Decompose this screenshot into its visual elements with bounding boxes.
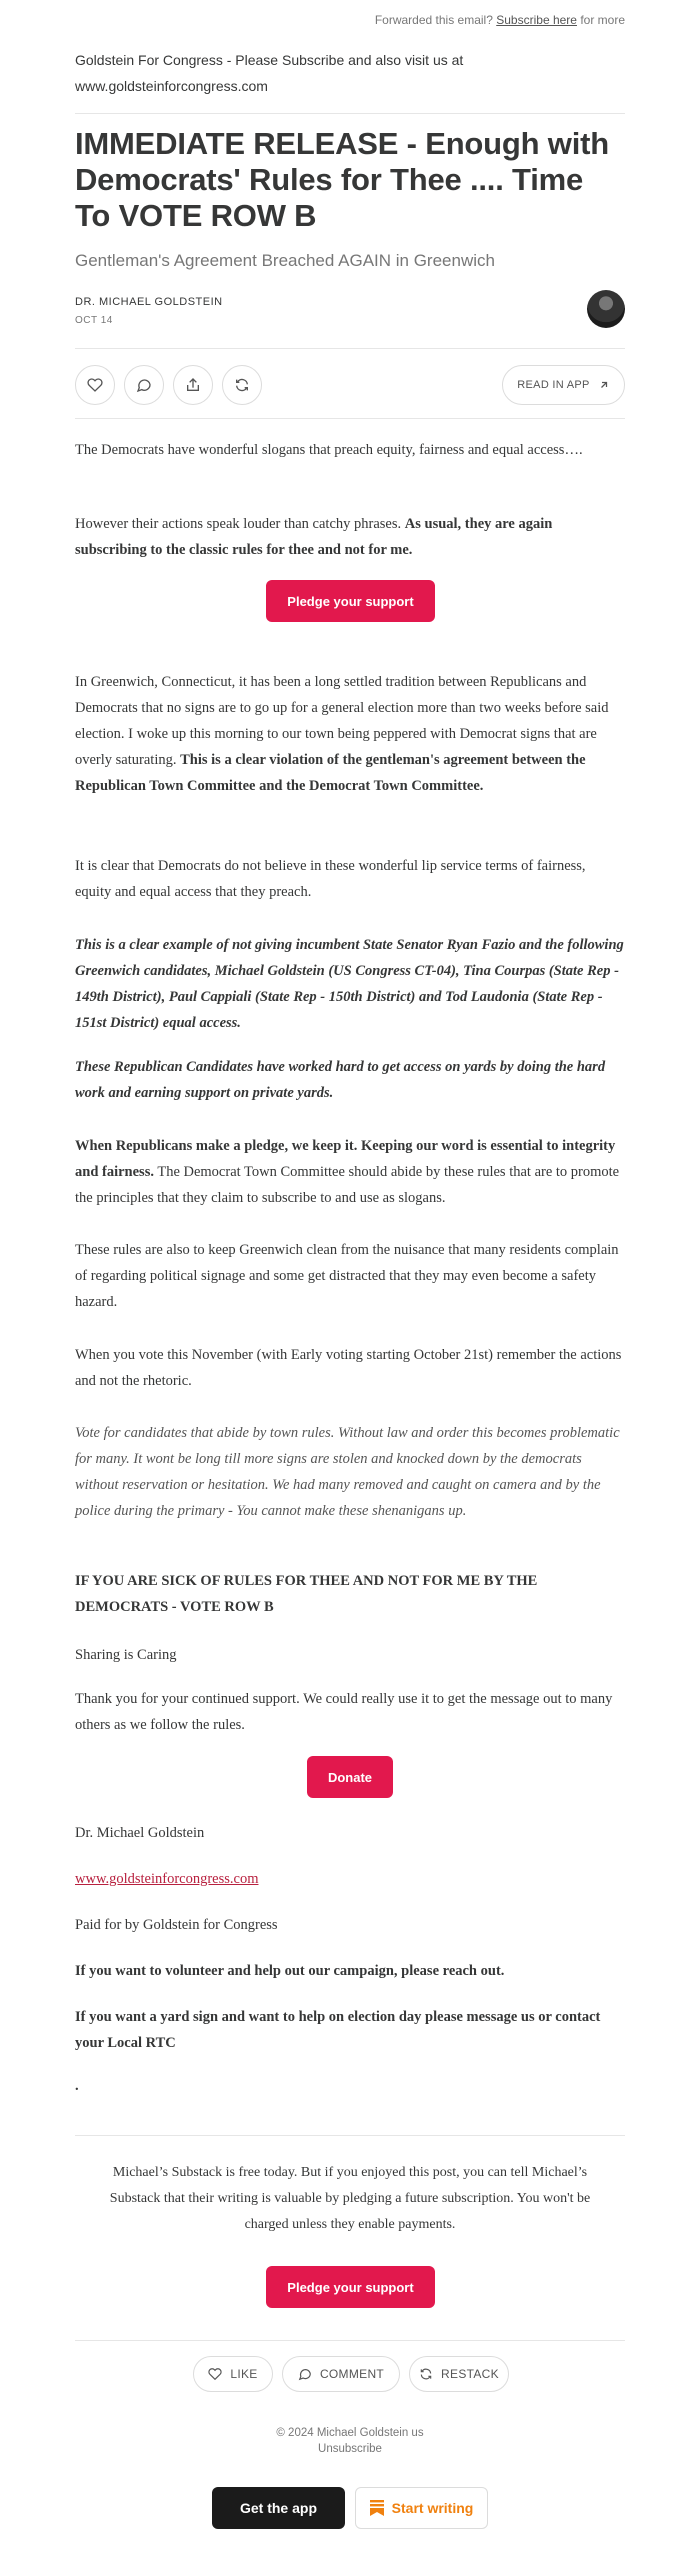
paragraph: It is clear that Democrats do not believe in these wonderful lip service terms of fairness, equity and equal access that they preach. [75, 858, 586, 900]
author-name[interactable]: DR. MICHAEL GOLDSTEIN [75, 296, 223, 308]
paragraph [75, 1866, 625, 1892]
paragraph [75, 1568, 625, 1620]
restack-icon [234, 377, 250, 393]
paragraph: Sharing is Caring [75, 1647, 177, 1663]
subscribe-link[interactable]: Subscribe here [496, 13, 577, 27]
comment-pill-button[interactable] [282, 2356, 400, 2392]
paragraph [75, 1133, 625, 1211]
divider [75, 2135, 625, 2136]
unsubscribe-link[interactable] [0, 2443, 700, 2455]
divider [75, 348, 625, 349]
arrow-up-right-icon [598, 379, 610, 391]
pledge-note: Michael’s Substack is free today. But if you enjoyed this post, you can tell Michael’s Substack that their writing is valuable by pledging a future subscription. You won't be charged unless they enable payments. [109, 2165, 591, 2232]
comment-icon [136, 377, 152, 393]
share-icon [185, 377, 201, 393]
start-writing-label: Start writing [391, 2500, 474, 2516]
unsubscribe-label[interactable]: Unsubscribe [318, 2443, 382, 2455]
header-note: Goldstein For Congress - Please Subscribe and also visit us at www.goldsteinforcongress.com [75, 52, 464, 94]
forwarded-prefix: Forwarded this email? [374, 13, 493, 27]
divider [75, 418, 625, 419]
paragraph [75, 2004, 625, 2056]
paragraph: Paid for by Goldstein for Congress [75, 1917, 278, 1933]
copyright: © 2024 Michael Goldstein us [276, 2427, 424, 2439]
paragraph [75, 932, 625, 1036]
forwarded-suffix: for more [580, 13, 625, 27]
paragraph [75, 669, 625, 799]
paragraph-bold: IF YOU ARE SICK OF RULES FOR THEE AND NOT FOR ME BY THE DEMOCRATS - VOTE ROW B [75, 1573, 538, 1615]
paragraph-text: However their actions speak louder than catchy phrases. [75, 516, 405, 532]
comment-button[interactable] [124, 365, 164, 405]
signature: Dr. Michael Goldstein [75, 1825, 205, 1841]
paragraph-bold-italic: This is a clear example of not giving incumbent State Senator Ryan Fazio and the following Greenwich candidates, Michael Goldstein (US Congress CT-04), Tina Courpas (State Rep - 149th District), Paul Cappiali (State Rep - 150th District) and Tod Laudonia (State Rep - 151st District) equal access. [75, 937, 624, 1031]
divider [75, 113, 625, 114]
like-label: LIKE [230, 2367, 258, 2381]
heart-icon [87, 377, 103, 393]
paragraph [75, 1054, 625, 1106]
read-in-app-label: READ IN APP [517, 379, 590, 391]
paragraph [75, 2073, 625, 2099]
paragraph: When you vote this November (with Early voting starting October 21st) remember the actions and not the rhetoric. [75, 1347, 622, 1389]
forwarded-note [375, 13, 625, 27]
start-writing-button[interactable] [355, 2487, 488, 2529]
paragraph: These rules are also to keep Greenwich clean from the nuisance that many residents complain of regarding political signage and some get distracted that they may even become a safety hazard. [75, 1242, 619, 1310]
paragraph-bold: . [75, 2078, 79, 2094]
pledge-support-button[interactable]: Pledge your support [266, 580, 435, 622]
paragraph-bold: When Republicans make a pledge, we keep it. Keeping our word is essential to integrity and fairness. [75, 1138, 616, 1180]
like-pill-button[interactable] [193, 2356, 273, 2392]
post-title: IMMEDIATE RELEASE - Enough with Democrats' Rules for Thee .... Time To VOTE ROW B [75, 126, 609, 233]
like-button[interactable] [75, 365, 115, 405]
divider [75, 2340, 625, 2341]
paragraph-italic: Vote for candidates that abide by town rules. Without law and order this becomes problematic for many. It wont be long till more signs are stolen and knocked down by the democrats without reservation or hesitation. We had many removed and caught on camera and by the police during the primary - You cannot make these shenanigans up. [75, 1425, 620, 1519]
donate-button[interactable]: Donate [307, 1756, 393, 1798]
restack-label: RESTACK [441, 2367, 499, 2381]
paragraph-text: In Greenwich, Connecticut, it has been a long settled tradition between Republicans and Democrats that no signs are to go up for a general election more than two weeks before said election. I woke up this morning to our town being peppered with Democrat signs that are overly saturating. [75, 674, 609, 768]
post-subtitle: Gentleman's Agreement Breached AGAIN in Greenwich [75, 251, 495, 270]
restack-icon [419, 2367, 433, 2381]
avatar[interactable] [587, 290, 625, 328]
pledge-support-button-bottom[interactable]: Pledge your support [266, 2266, 435, 2308]
paragraph-bold-italic: These Republican Candidates have worked hard to get access on yards by doing the hard work and earning support on private yards. [75, 1059, 606, 1101]
restack-button[interactable] [222, 365, 262, 405]
paragraph [75, 511, 625, 563]
paragraph-bold: If you want to volunteer and help out our campaign, please reach out. [75, 1963, 505, 1979]
get-the-app-button[interactable]: Get the app [212, 2487, 345, 2529]
paragraph-bold: This is a clear violation of the gentleman's agreement between the Republican Town Committee and the Democrat Town Committee. [75, 752, 586, 794]
paragraph [75, 1958, 625, 1984]
comment-label: COMMENT [319, 2367, 385, 2381]
post-date: OCT 14 [75, 315, 113, 326]
share-button[interactable] [173, 365, 213, 405]
read-in-app-button[interactable] [502, 365, 625, 405]
paragraph-bold: As usual, they are again subscribing to the classic rules for thee and not for me. [75, 516, 553, 558]
heart-icon [208, 2367, 222, 2381]
website-link[interactable]: www.goldsteinforcongress.com [75, 1871, 259, 1887]
paragraph-text: The Democrat Town Committee should abide by these rules that are to promote the principles that they claim to subscribe to and use as slogans. [75, 1164, 620, 1206]
comment-icon [298, 2367, 312, 2381]
paragraph-bold: If you want a yard sign and want to help on election day please message us or contact your Local RTC [75, 2009, 601, 2051]
paragraph [75, 1420, 625, 1524]
paragraph: Thank you for your continued support. We could really use it to get the message out to many others as we follow the rules. [75, 1691, 613, 1733]
substack-logo-icon [370, 2500, 384, 2516]
restack-pill-button[interactable] [409, 2356, 509, 2392]
paragraph: The Democrats have wonderful slogans that preach equity, fairness and equal access…. [75, 442, 583, 458]
